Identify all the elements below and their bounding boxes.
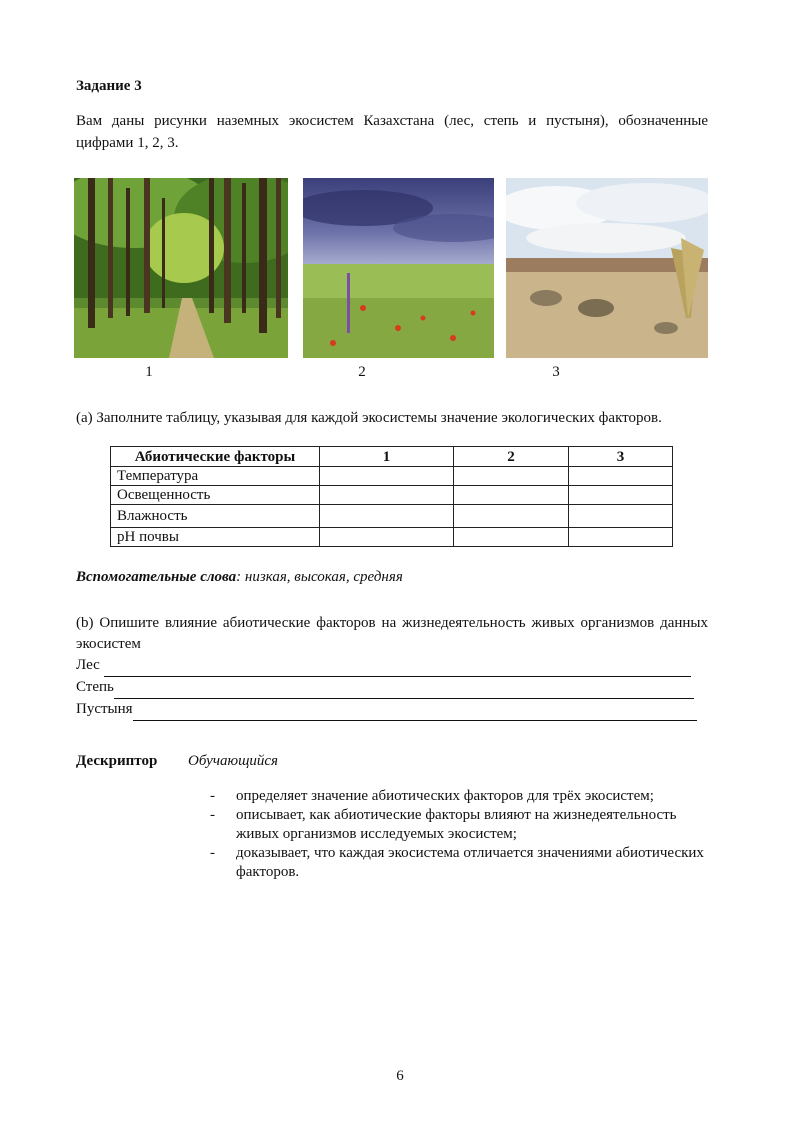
answer-line-forest[interactable]: [76, 655, 708, 677]
answer-cell[interactable]: [320, 486, 454, 505]
answer-cell[interactable]: [569, 505, 673, 528]
answer-line-label: Степь: [76, 679, 114, 695]
forest-photo: [74, 178, 288, 358]
task-a-text: (a) Заполните таблицу, указывая для каждой экосистемы значение экологических факторов.: [76, 410, 662, 427]
answer-line-steppe[interactable]: [76, 677, 708, 699]
table-header-2: 2: [454, 447, 569, 467]
table-row: [111, 486, 673, 505]
answer-cell[interactable]: [320, 467, 454, 486]
answer-cell[interactable]: [454, 467, 569, 486]
answer-cell[interactable]: [569, 486, 673, 505]
answer-line[interactable]: [114, 683, 694, 699]
page-number: 6: [396, 1068, 404, 1084]
table-header-factors: Абиотические факторы: [111, 447, 320, 467]
row-label-light: Освещенность: [111, 486, 320, 505]
table-header-1: 1: [320, 447, 454, 467]
answer-cell[interactable]: [454, 486, 569, 505]
figure-label-1: 1: [145, 364, 153, 381]
table-row: [111, 505, 673, 528]
answer-line[interactable]: [104, 661, 691, 677]
descriptor-list: [210, 787, 708, 883]
row-label-temperature: Температура: [111, 467, 320, 486]
answer-cell[interactable]: [320, 528, 454, 547]
page-content: [76, 76, 708, 882]
answer-line-desert[interactable]: [76, 699, 708, 721]
list-item-text: определяет значение абиотических факторов для трёх экосистем;: [236, 787, 654, 804]
steppe-photo: [303, 178, 494, 358]
table-row: [111, 528, 673, 547]
task-b-text: (b) Опишите влияние абиотические факторов на жизнедеятельность живых организмов данных экосистем: [76, 614, 708, 652]
row-label-soil-ph: pH почвы: [111, 528, 320, 547]
answer-cell[interactable]: [569, 467, 673, 486]
answer-cell[interactable]: [454, 528, 569, 547]
helper-label: Вспомогательные слова: [76, 569, 237, 585]
descriptor-value: Обучающийся: [188, 752, 279, 769]
descriptor-label: Дескриптор: [76, 752, 158, 769]
list-item: [210, 806, 708, 844]
desert-photo: [506, 178, 708, 358]
answer-cell[interactable]: [569, 528, 673, 547]
dash-bullet-icon: -: [210, 806, 215, 823]
figures-row: [76, 178, 708, 388]
list-item-text: доказывает, что каждая экосистема отличается значениями абиотических факторов.: [236, 845, 704, 881]
helper-values: : низкая, высокая, средняя: [236, 569, 403, 585]
table-header-3: 3: [569, 447, 673, 467]
dash-bullet-icon: -: [210, 845, 215, 862]
answer-line[interactable]: [133, 705, 697, 721]
table-row: [111, 467, 673, 486]
answer-cell[interactable]: [454, 505, 569, 528]
list-item: [210, 844, 708, 882]
answer-cell[interactable]: [320, 505, 454, 528]
intro-text: Вам даны рисунки наземных экосистем Казахстана (лес, степь и пустыня), обозначенные цифрами 1, 2, 3.: [76, 112, 708, 151]
descriptor: [76, 751, 708, 773]
list-item: [210, 787, 708, 806]
answer-line-label: Лес: [76, 657, 100, 673]
dash-bullet-icon: -: [210, 787, 215, 804]
factors-table: [110, 446, 673, 547]
figure-label-2: 2: [358, 364, 366, 381]
figure-label-3: 3: [552, 364, 560, 381]
list-item-text: описывает, как абиотические факторы влияют на жизнедеятельность живых организмов исследуемых экосистем;: [236, 806, 677, 842]
answer-line-label: Пустыня: [76, 701, 133, 717]
row-label-humidity: Влажность: [111, 505, 320, 528]
helper-words: [76, 567, 708, 589]
task-title: Задание 3: [76, 78, 142, 94]
